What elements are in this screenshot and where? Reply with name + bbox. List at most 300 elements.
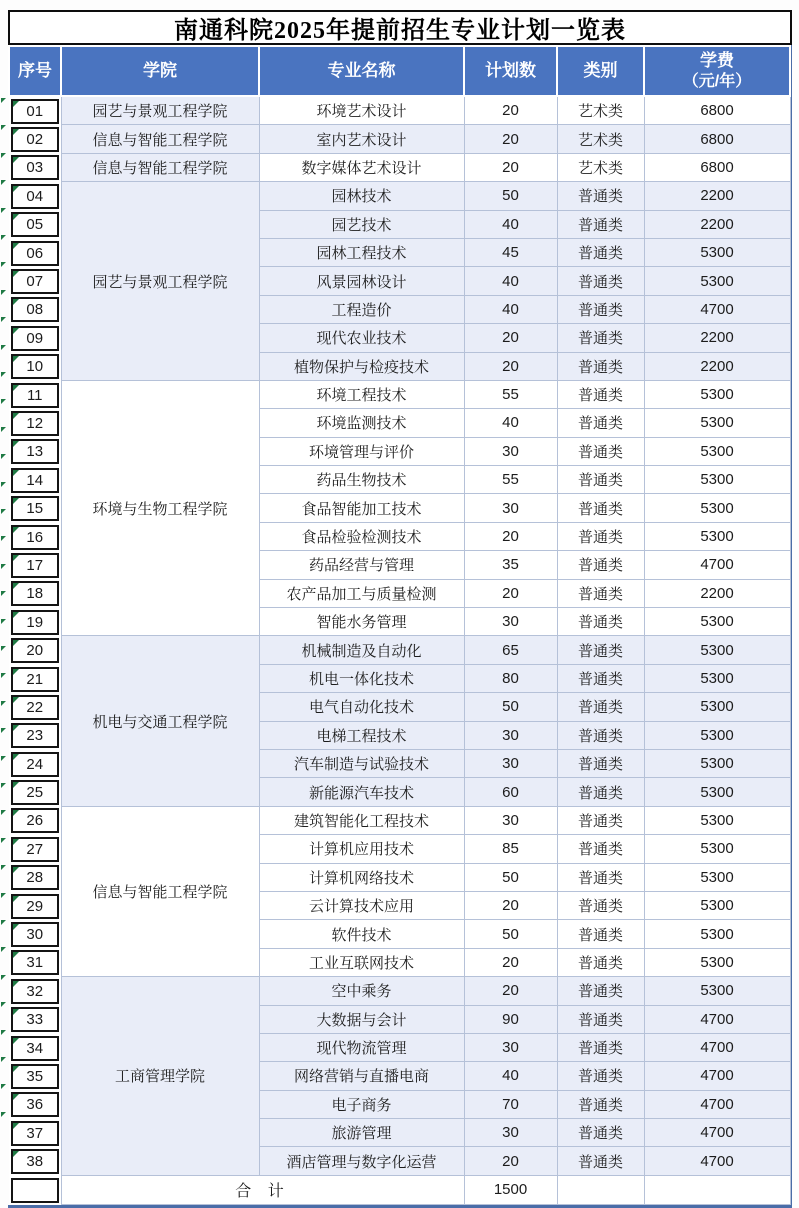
- cell-row-number[interactable]: [9, 664, 61, 692]
- cell-category[interactable]: 普通类: [557, 522, 644, 550]
- cell-category[interactable]: 普通类: [557, 749, 644, 777]
- cell-plan[interactable]: 30: [464, 1119, 557, 1147]
- cell-fee[interactable]: 4700: [644, 1005, 790, 1033]
- cell-category[interactable]: 普通类: [557, 466, 644, 494]
- cell-fee[interactable]: 5300: [644, 693, 790, 721]
- row-number-box[interactable]: 16: [11, 525, 59, 550]
- cell-row-number[interactable]: [9, 636, 61, 664]
- cell-row-number[interactable]: [9, 806, 61, 834]
- cell-row-number[interactable]: [9, 920, 61, 948]
- cell-row-number[interactable]: [9, 238, 61, 266]
- cell-category[interactable]: 普通类: [557, 409, 644, 437]
- cell-fee[interactable]: 5300: [644, 522, 790, 550]
- cell-row-number[interactable]: [9, 721, 61, 749]
- row-number-box[interactable]: 05: [11, 212, 59, 237]
- cell-plan[interactable]: 20: [464, 153, 557, 181]
- cell-college[interactable]: 环境与生物工程学院: [61, 380, 259, 636]
- cell-total-number-empty[interactable]: [9, 1175, 61, 1204]
- cell-category[interactable]: 普通类: [557, 1090, 644, 1118]
- row-number-box[interactable]: 35: [11, 1064, 59, 1089]
- cell-major[interactable]: 园林技术: [259, 182, 464, 210]
- header-fee[interactable]: [644, 46, 790, 96]
- cell-total-label[interactable]: 合 计: [61, 1175, 464, 1204]
- cell-fee[interactable]: 2200: [644, 579, 790, 607]
- cell-category[interactable]: 普通类: [557, 551, 644, 579]
- cell-major[interactable]: 现代物流管理: [259, 1033, 464, 1061]
- cell-fee[interactable]: 5300: [644, 380, 790, 408]
- cell-plan[interactable]: 20: [464, 96, 557, 125]
- row-number-box[interactable]: 37: [11, 1121, 59, 1146]
- cell-category[interactable]: 普通类: [557, 210, 644, 238]
- table-grid: [8, 45, 792, 1208]
- spreadsheet: [8, 10, 792, 1208]
- row-marker-triangle-icon: [1, 153, 6, 158]
- row-number-box[interactable]: 21: [11, 667, 59, 692]
- row-number-box[interactable]: 09: [11, 326, 59, 351]
- cell-plan[interactable]: 65: [464, 636, 557, 664]
- row-number-box[interactable]: 02: [11, 127, 59, 152]
- row-number-box[interactable]: 04: [11, 184, 59, 209]
- row-marker-triangle-icon: [1, 372, 6, 377]
- header-no[interactable]: 序号: [9, 46, 61, 96]
- error-indicator-triangle-icon: [13, 328, 19, 334]
- row-number-box[interactable]: 10: [11, 354, 59, 379]
- cell-row-number[interactable]: [9, 380, 61, 408]
- row-number-box[interactable]: 36: [11, 1092, 59, 1117]
- cell-major[interactable]: 现代农业技术: [259, 324, 464, 352]
- cell-category[interactable]: 艺术类: [557, 153, 644, 181]
- row-marker-triangle-icon: [1, 838, 6, 843]
- error-indicator-triangle-icon: [13, 157, 19, 163]
- row-marker-triangle-icon: [1, 646, 6, 651]
- row-number-box[interactable]: [11, 1178, 59, 1203]
- cell-plan[interactable]: 20: [464, 891, 557, 919]
- table-row: [9, 977, 790, 1005]
- cell-plan[interactable]: 50: [464, 182, 557, 210]
- cell-row-number[interactable]: [9, 125, 61, 153]
- cell-row-number[interactable]: [9, 409, 61, 437]
- cell-major[interactable]: 环境艺术设计: [259, 96, 464, 125]
- cell-major[interactable]: 智能水务管理: [259, 608, 464, 636]
- cell-row-number[interactable]: [9, 295, 61, 323]
- cell-plan[interactable]: 35: [464, 551, 557, 579]
- cell-row-number[interactable]: [9, 948, 61, 976]
- cell-fee[interactable]: 5300: [644, 409, 790, 437]
- cell-category[interactable]: 普通类: [557, 891, 644, 919]
- cell-category[interactable]: 普通类: [557, 1119, 644, 1147]
- cell-major[interactable]: 室内艺术设计: [259, 125, 464, 153]
- cell-major[interactable]: 新能源汽车技术: [259, 778, 464, 806]
- cell-row-number[interactable]: [9, 437, 61, 465]
- cell-fee[interactable]: 5300: [644, 608, 790, 636]
- cell-plan[interactable]: 40: [464, 267, 557, 295]
- cell-category[interactable]: 普通类: [557, 806, 644, 834]
- cell-major[interactable]: 环境管理与评价: [259, 437, 464, 465]
- cell-major[interactable]: 酒店管理与数字化运营: [259, 1147, 464, 1175]
- cell-category[interactable]: 普通类: [557, 636, 644, 664]
- error-indicator-triangle-icon: [13, 555, 19, 561]
- cell-plan[interactable]: 30: [464, 749, 557, 777]
- cell-category[interactable]: 普通类: [557, 778, 644, 806]
- cell-college[interactable]: 信息与智能工程学院: [61, 125, 259, 153]
- cell-college[interactable]: 信息与智能工程学院: [61, 806, 259, 976]
- cell-row-number[interactable]: [9, 579, 61, 607]
- row-number-box[interactable]: 18: [11, 581, 59, 606]
- cell-category[interactable]: 普通类: [557, 1005, 644, 1033]
- cell-plan[interactable]: 60: [464, 778, 557, 806]
- cell-plan[interactable]: 20: [464, 977, 557, 1005]
- error-indicator-triangle-icon: [13, 129, 19, 135]
- row-marker-triangle-icon: [1, 728, 6, 733]
- header-category[interactable]: 类别: [557, 46, 644, 96]
- cell-plan[interactable]: 20: [464, 324, 557, 352]
- cell-fee[interactable]: 5300: [644, 891, 790, 919]
- cell-fee[interactable]: 5300: [644, 749, 790, 777]
- cell-category[interactable]: 普通类: [557, 1147, 644, 1175]
- cell-plan[interactable]: 20: [464, 948, 557, 976]
- cell-major[interactable]: 云计算技术应用: [259, 891, 464, 919]
- row-number-box[interactable]: 01: [11, 99, 59, 124]
- cell-fee[interactable]: 4700: [644, 1119, 790, 1147]
- cell-college[interactable]: 园艺与景观工程学院: [61, 96, 259, 125]
- cell-major[interactable]: 植物保护与检疫技术: [259, 352, 464, 380]
- cell-fee[interactable]: 4700: [644, 1147, 790, 1175]
- cell-major[interactable]: 大数据与会计: [259, 1005, 464, 1033]
- cell-major[interactable]: 工程造价: [259, 295, 464, 323]
- row-marker-triangle-icon: [1, 536, 6, 541]
- cell-plan[interactable]: 20: [464, 352, 557, 380]
- cell-fee[interactable]: 4700: [644, 1062, 790, 1090]
- cell-college[interactable]: 工商管理学院: [61, 977, 259, 1176]
- cell-fee[interactable]: 4700: [644, 295, 790, 323]
- cell-major[interactable]: 农产品加工与质量检测: [259, 579, 464, 607]
- row-marker-triangle-icon: [1, 975, 6, 980]
- cell-row-number[interactable]: [9, 551, 61, 579]
- error-indicator-triangle-icon: [13, 810, 19, 816]
- cell-category[interactable]: 普通类: [557, 579, 644, 607]
- cell-row-number[interactable]: [9, 1119, 61, 1147]
- row-marker-triangle-icon: [1, 619, 6, 624]
- cell-row-number[interactable]: [9, 267, 61, 295]
- row-marker-triangle-icon: [1, 920, 6, 925]
- cell-row-number[interactable]: [9, 1147, 61, 1175]
- cell-college[interactable]: 园艺与景观工程学院: [61, 182, 259, 381]
- cell-plan[interactable]: 30: [464, 494, 557, 522]
- cell-fee[interactable]: 5300: [644, 920, 790, 948]
- cell-row-number[interactable]: [9, 1005, 61, 1033]
- row-number-box[interactable]: 11: [11, 383, 59, 408]
- cell-plan[interactable]: 30: [464, 1033, 557, 1061]
- cell-fee[interactable]: 2200: [644, 182, 790, 210]
- cell-fee[interactable]: 5300: [644, 238, 790, 266]
- row-number-box[interactable]: 20: [11, 638, 59, 663]
- cell-category[interactable]: 普通类: [557, 380, 644, 408]
- error-indicator-triangle-icon: [13, 1038, 19, 1044]
- cell-plan[interactable]: 30: [464, 608, 557, 636]
- cell-plan[interactable]: 70: [464, 1090, 557, 1118]
- cell-major[interactable]: 软件技术: [259, 920, 464, 948]
- row-number-box[interactable]: 15: [11, 496, 59, 521]
- row-number-box[interactable]: 27: [11, 837, 59, 862]
- cell-row-number[interactable]: [9, 182, 61, 210]
- cell-fee[interactable]: 2200: [644, 210, 790, 238]
- cell-category[interactable]: 普通类: [557, 835, 644, 863]
- cell-category[interactable]: 普通类: [557, 664, 644, 692]
- cell-major[interactable]: 旅游管理: [259, 1119, 464, 1147]
- error-indicator-triangle-icon: [13, 612, 19, 618]
- cell-row-number[interactable]: [9, 324, 61, 352]
- cell-plan[interactable]: 80: [464, 664, 557, 692]
- cell-plan[interactable]: 20: [464, 125, 557, 153]
- row-number-box[interactable]: 31: [11, 950, 59, 975]
- error-indicator-triangle-icon: [13, 1151, 19, 1157]
- row-marker-triangle-icon: [1, 317, 6, 322]
- row-marker-triangle-icon: [1, 345, 6, 350]
- header-plan[interactable]: 计划数: [464, 46, 557, 96]
- cell-fee[interactable]: 5300: [644, 721, 790, 749]
- cell-fee[interactable]: 5300: [644, 267, 790, 295]
- cell-fee[interactable]: 5300: [644, 664, 790, 692]
- cell-fee[interactable]: 5300: [644, 636, 790, 664]
- error-indicator-triangle-icon: [13, 697, 19, 703]
- cell-row-number[interactable]: [9, 693, 61, 721]
- cell-major[interactable]: 计算机应用技术: [259, 835, 464, 863]
- cell-category[interactable]: 普通类: [557, 437, 644, 465]
- row-number-box[interactable]: 38: [11, 1149, 59, 1174]
- error-indicator-triangle-icon: [13, 782, 19, 788]
- row-number-box[interactable]: 25: [11, 780, 59, 805]
- cell-category[interactable]: 普通类: [557, 295, 644, 323]
- row-marker-triangle-icon: [1, 262, 6, 267]
- cell-plan[interactable]: 45: [464, 238, 557, 266]
- cell-category[interactable]: 艺术类: [557, 96, 644, 125]
- cell-fee[interactable]: 5300: [644, 948, 790, 976]
- cell-major[interactable]: 空中乘务: [259, 977, 464, 1005]
- table-row: [9, 153, 790, 181]
- cell-major[interactable]: 电梯工程技术: [259, 721, 464, 749]
- cell-row-number[interactable]: [9, 608, 61, 636]
- row-number-box[interactable]: 06: [11, 241, 59, 266]
- row-number-box[interactable]: 29: [11, 894, 59, 919]
- error-indicator-triangle-icon: [13, 981, 19, 987]
- row-marker-triangle-icon: [1, 564, 6, 569]
- cell-fee[interactable]: 5300: [644, 778, 790, 806]
- cell-row-number[interactable]: [9, 1033, 61, 1061]
- cell-college[interactable]: 信息与智能工程学院: [61, 153, 259, 181]
- cell-major[interactable]: 电气自动化技术: [259, 693, 464, 721]
- error-indicator-triangle-icon: [13, 299, 19, 305]
- total-row: [9, 1175, 790, 1204]
- row-number-box[interactable]: 33: [11, 1007, 59, 1032]
- cell-plan[interactable]: 20: [464, 1147, 557, 1175]
- cell-row-number[interactable]: [9, 466, 61, 494]
- row-number-box[interactable]: 08: [11, 297, 59, 322]
- error-indicator-triangle-icon: [13, 754, 19, 760]
- cell-plan[interactable]: 30: [464, 806, 557, 834]
- cell-fee[interactable]: 6800: [644, 96, 790, 125]
- cell-total-category-empty[interactable]: [557, 1175, 644, 1204]
- cell-major[interactable]: 电子商务: [259, 1090, 464, 1118]
- cell-plan[interactable]: 50: [464, 693, 557, 721]
- cell-category[interactable]: 普通类: [557, 863, 644, 891]
- row-number-box[interactable]: 23: [11, 723, 59, 748]
- cell-fee[interactable]: 5300: [644, 466, 790, 494]
- row-marker-triangle-icon: [1, 1112, 6, 1117]
- row-number-box[interactable]: 34: [11, 1036, 59, 1061]
- cell-fee[interactable]: 6800: [644, 153, 790, 181]
- cell-plan[interactable]: 30: [464, 721, 557, 749]
- cell-row-number[interactable]: [9, 494, 61, 522]
- cell-category[interactable]: 普通类: [557, 721, 644, 749]
- cell-category[interactable]: 普通类: [557, 1062, 644, 1090]
- error-indicator-triangle-icon: [13, 952, 19, 958]
- error-indicator-triangle-icon: [13, 725, 19, 731]
- row-number-box[interactable]: 26: [11, 808, 59, 833]
- cell-major[interactable]: 药品生物技术: [259, 466, 464, 494]
- cell-fee[interactable]: 2200: [644, 352, 790, 380]
- cell-row-number[interactable]: [9, 96, 61, 125]
- cell-plan[interactable]: 50: [464, 863, 557, 891]
- cell-fee[interactable]: 6800: [644, 125, 790, 153]
- row-number-box[interactable]: 32: [11, 979, 59, 1004]
- cell-major[interactable]: 园林工程技术: [259, 238, 464, 266]
- cell-plan[interactable]: 55: [464, 466, 557, 494]
- row-number-box[interactable]: 07: [11, 269, 59, 294]
- row-marker-triangle-icon: [1, 893, 6, 898]
- error-indicator-triangle-icon: [13, 1094, 19, 1100]
- cell-row-number[interactable]: [9, 977, 61, 1005]
- cell-row-number[interactable]: [9, 835, 61, 863]
- cell-plan[interactable]: 20: [464, 522, 557, 550]
- cell-category[interactable]: 普通类: [557, 182, 644, 210]
- header-major[interactable]: 专业名称: [259, 46, 464, 96]
- cell-fee[interactable]: 5300: [644, 863, 790, 891]
- row-marker-triangle-icon: [1, 865, 6, 870]
- row-number-box[interactable]: 22: [11, 695, 59, 720]
- cell-plan[interactable]: 40: [464, 1062, 557, 1090]
- cell-fee[interactable]: 5300: [644, 835, 790, 863]
- row-number-box[interactable]: 19: [11, 610, 59, 635]
- cell-major[interactable]: 药品经营与管理: [259, 551, 464, 579]
- header-college[interactable]: 学院: [61, 46, 259, 96]
- cell-plan[interactable]: 40: [464, 409, 557, 437]
- error-indicator-triangle-icon: [13, 243, 19, 249]
- cell-major[interactable]: 环境监测技术: [259, 409, 464, 437]
- error-indicator-triangle-icon: [13, 583, 19, 589]
- cell-fee[interactable]: 5300: [644, 977, 790, 1005]
- cell-major[interactable]: 工业互联网技术: [259, 948, 464, 976]
- cell-category[interactable]: 普通类: [557, 494, 644, 522]
- row-number-box[interactable]: 13: [11, 439, 59, 464]
- error-indicator-triangle-icon: [13, 1066, 19, 1072]
- cell-category[interactable]: 普通类: [557, 324, 644, 352]
- cell-plan[interactable]: 50: [464, 920, 557, 948]
- row-number-box[interactable]: 14: [11, 468, 59, 493]
- cell-plan[interactable]: 20: [464, 579, 557, 607]
- cell-category[interactable]: 艺术类: [557, 125, 644, 153]
- row-number-box[interactable]: 24: [11, 752, 59, 777]
- cell-row-number[interactable]: [9, 153, 61, 181]
- cell-fee[interactable]: 5300: [644, 806, 790, 834]
- table-title[interactable]: 南通科院2025年提前招生专业计划一览表: [8, 10, 792, 45]
- cell-major[interactable]: 食品智能加工技术: [259, 494, 464, 522]
- cell-plan[interactable]: 90: [464, 1005, 557, 1033]
- cell-college[interactable]: 机电与交通工程学院: [61, 636, 259, 806]
- cell-category[interactable]: 普通类: [557, 608, 644, 636]
- row-marker-triangle-icon: [1, 591, 6, 596]
- cell-major[interactable]: 网络营销与直播电商: [259, 1062, 464, 1090]
- table-row: [9, 96, 790, 125]
- cell-row-number[interactable]: [9, 352, 61, 380]
- cell-plan[interactable]: 85: [464, 835, 557, 863]
- cell-row-number[interactable]: [9, 210, 61, 238]
- cell-major[interactable]: 园艺技术: [259, 210, 464, 238]
- cell-row-number[interactable]: [9, 891, 61, 919]
- row-number-box[interactable]: 12: [11, 411, 59, 436]
- row-marker-triangle-icon: [1, 509, 6, 514]
- error-indicator-triangle-icon: [13, 441, 19, 447]
- cell-category[interactable]: 普通类: [557, 1033, 644, 1061]
- cell-category[interactable]: 普通类: [557, 352, 644, 380]
- cell-fee[interactable]: 5300: [644, 494, 790, 522]
- row-marker-triangle-icon: [1, 98, 6, 103]
- cell-total-fee-empty[interactable]: [644, 1175, 790, 1204]
- cell-category[interactable]: 普通类: [557, 693, 644, 721]
- cell-plan[interactable]: 40: [464, 295, 557, 323]
- table-row: [9, 125, 790, 153]
- cell-row-number[interactable]: [9, 522, 61, 550]
- cell-major[interactable]: 汽车制造与试验技术: [259, 749, 464, 777]
- cell-category[interactable]: 普通类: [557, 977, 644, 1005]
- cell-major[interactable]: 建筑智能化工程技术: [259, 806, 464, 834]
- cell-plan[interactable]: 40: [464, 210, 557, 238]
- cell-category[interactable]: 普通类: [557, 948, 644, 976]
- row-number-box[interactable]: 03: [11, 155, 59, 180]
- cell-major[interactable]: 食品检验检测技术: [259, 522, 464, 550]
- row-number-box[interactable]: 28: [11, 865, 59, 890]
- cell-major[interactable]: 环境工程技术: [259, 380, 464, 408]
- cell-major[interactable]: 数字媒体艺术设计: [259, 153, 464, 181]
- row-number-box[interactable]: 30: [11, 922, 59, 947]
- cell-major[interactable]: 计算机网络技术: [259, 863, 464, 891]
- cell-major[interactable]: 风景园林设计: [259, 267, 464, 295]
- error-indicator-triangle-icon: [13, 1009, 19, 1015]
- cell-total-plan[interactable]: 1500: [464, 1175, 557, 1204]
- cell-row-number[interactable]: [9, 863, 61, 891]
- row-number-box[interactable]: 17: [11, 553, 59, 578]
- cell-fee[interactable]: 4700: [644, 551, 790, 579]
- cell-row-number[interactable]: [9, 1062, 61, 1090]
- table-row: [9, 380, 790, 408]
- cell-major[interactable]: 机电一体化技术: [259, 664, 464, 692]
- cell-major[interactable]: 机械制造及自动化: [259, 636, 464, 664]
- row-marker-triangle-icon: [1, 783, 6, 788]
- cell-fee[interactable]: 2200: [644, 324, 790, 352]
- cell-plan[interactable]: 55: [464, 380, 557, 408]
- cell-fee[interactable]: 4700: [644, 1033, 790, 1061]
- cell-fee[interactable]: 4700: [644, 1090, 790, 1118]
- cell-category[interactable]: 普通类: [557, 238, 644, 266]
- cell-category[interactable]: 普通类: [557, 920, 644, 948]
- row-marker-triangle-icon: [1, 235, 6, 240]
- cell-fee[interactable]: 5300: [644, 437, 790, 465]
- row-marker-triangle-icon: [1, 1030, 6, 1035]
- cell-row-number[interactable]: [9, 778, 61, 806]
- cell-row-number[interactable]: [9, 749, 61, 777]
- cell-row-number[interactable]: [9, 1090, 61, 1118]
- cell-plan[interactable]: 30: [464, 437, 557, 465]
- cell-category[interactable]: 普通类: [557, 267, 644, 295]
